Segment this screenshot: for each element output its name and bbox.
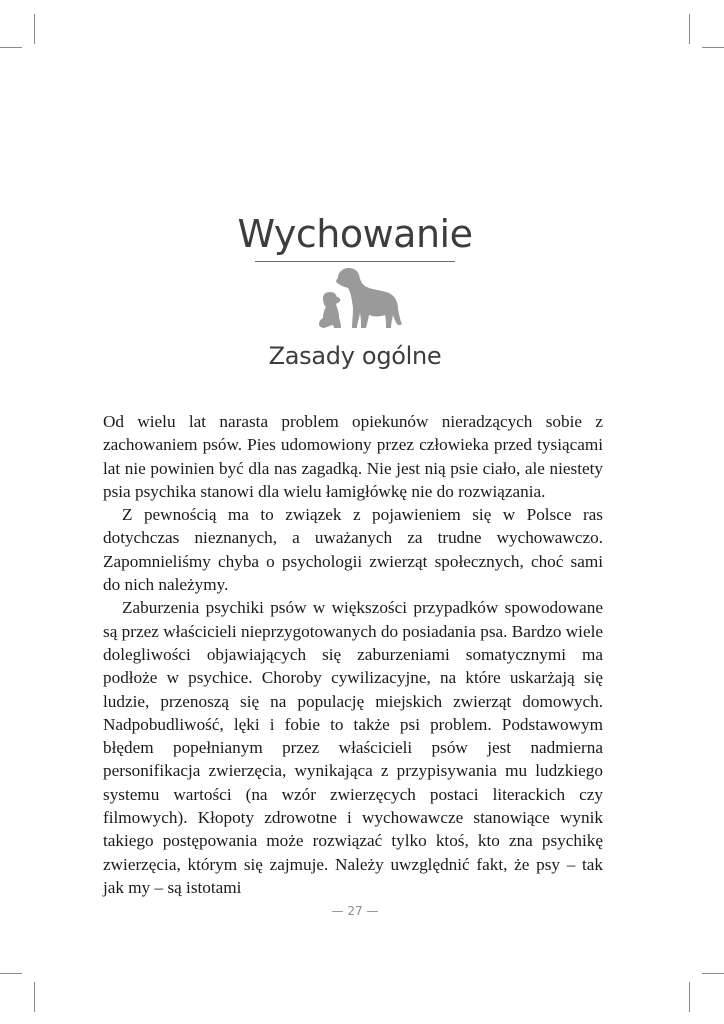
crop-mark-top-right-horizontal — [702, 47, 724, 48]
chapter-title: Wychowanie — [237, 212, 473, 256]
paragraph-3: Zaburzenia psychiki psów w większości przypadków spowodowane są przez właścicieli nieprzygotowanych do posiadania psa. Bardzo wiele dolegliwości objawiających się zaburzeniami somatycznymi ma podłoże w psychice. Choroby cywilizacyjne, na które uskarżają się ludzie, przenoszą się na populację miejskich zwierząt domowych. Nadpobudliwość, lęki i fobie to także psi problem. Podstawowym błędem popełnianym przez właścicieli psów jest nadmierna personifikacja zwierzęcia, wynikająca z przypisywania mu ludzkiego systemu wartości (na wzór zwierzęcych postaci literackich czy filmowych). Kłopoty zdrowotne i wychowawcze stanowiące wynik takiego postępowania może rozwiązać tylko ktoś, kto zna psychikę zwierzęcia, którym się zajmuje. Należy uwzględnić fakt, że psy – tak jak my – są istotami — [103, 598, 603, 897]
page-number: — 27 — — [331, 904, 379, 918]
paragraph-2: Z pewnością ma to związek z pojawieniem się w Polsce ras dotychczas nieznanych, a uważanych za trudne wychowawczo. Zapomnieliśmy chyba o psychologii zwierząt społecznych, choć sami do nich należymy. — [103, 505, 603, 595]
body-text — [103, 410, 603, 899]
crop-mark-top-left-vertical — [34, 14, 35, 44]
two-dogs-silhouette-icon — [308, 266, 404, 330]
crop-mark-bottom-left-horizontal — [0, 973, 22, 974]
section-title: Zasady ogólne — [268, 342, 442, 370]
crop-mark-bottom-right-vertical — [689, 982, 690, 1012]
crop-mark-bottom-left-vertical — [34, 982, 35, 1012]
crop-mark-bottom-right-horizontal — [702, 973, 724, 974]
title-underline — [255, 261, 455, 262]
crop-mark-top-right-vertical — [689, 14, 690, 44]
paragraph-1: Od wielu lat narasta problem opiekunów nieradzących sobie z zachowaniem psów. Pies udomowiony przez człowieka przed tysiącami lat nie powinien być dla nas zagadką. Nie jest nią psie ciało, ale niestety psia psychika stanowi dla wielu łamigłówkę nie do rozwiązania. — [103, 412, 603, 501]
crop-mark-top-left-horizontal — [0, 47, 22, 48]
